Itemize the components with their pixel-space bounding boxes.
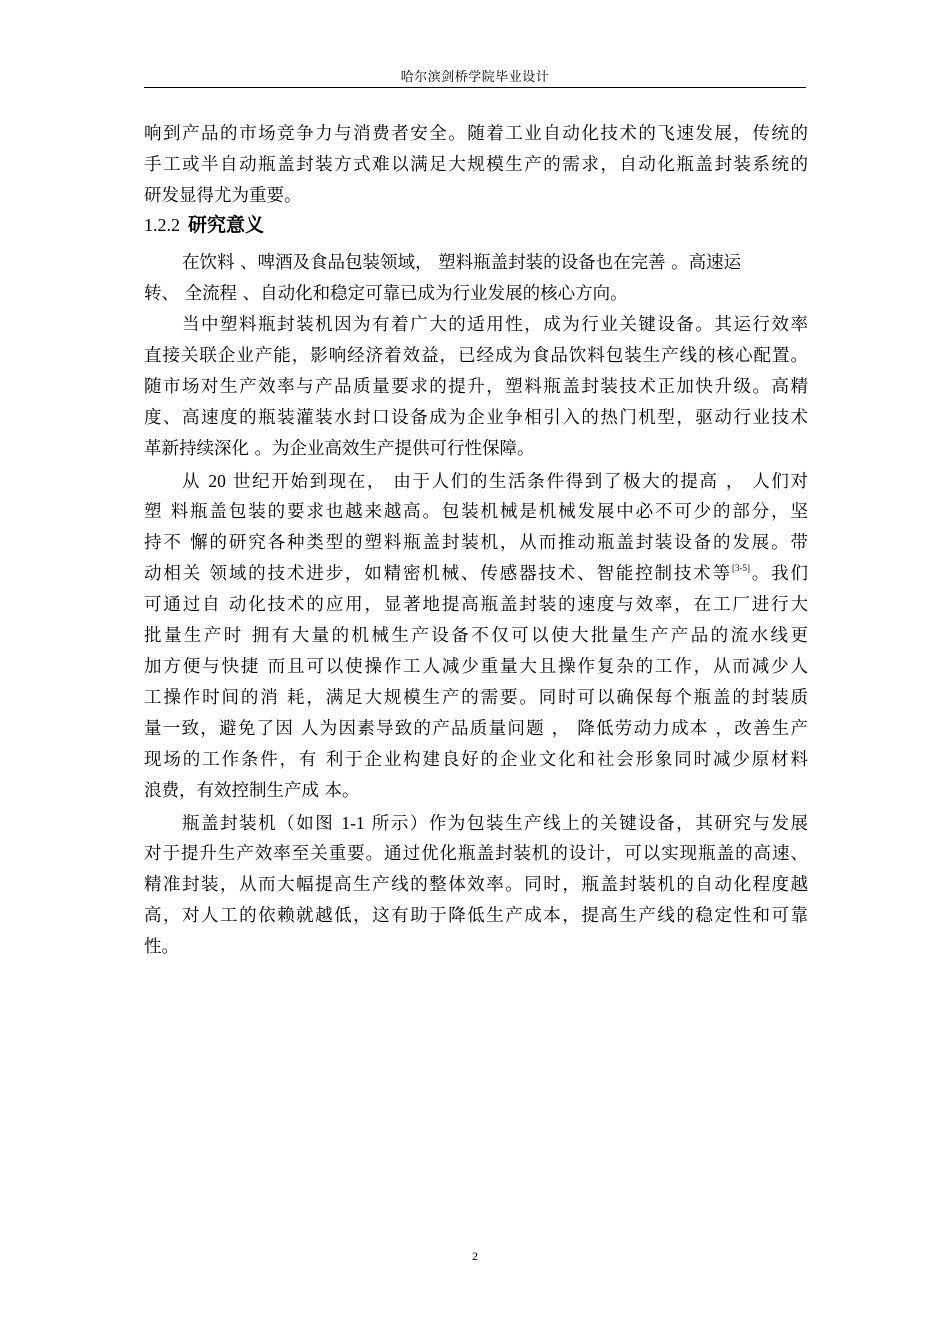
text-run: 从 — [182, 472, 209, 492]
paragraph-line: 浪费，有效控制生产成 本。 — [144, 781, 360, 801]
paragraph-line: 塑 料瓶盖包装的要求也越来越高。包装机械是机械发展中必不可少的部分，坚 — [144, 502, 808, 522]
paragraph-line — [144, 560, 808, 590]
paragraph-line: 当中塑料瓶封装机因为有着广大的适用性，成为行业关键设备。其运行效率 — [182, 315, 808, 335]
paragraph-line: 响到产品的市场竞争力与消费者安全。随着工业自动化技术的飞速发展，传统的 — [144, 124, 808, 144]
paragraph-line — [182, 809, 808, 838]
paragraph-line: 直接关联企业产能，影响经济着效益，已经成为食品饮料包装生产线的核心配置。 — [144, 346, 808, 366]
text-run: 所示）作为包装生产线上的关键设备，其研究与发展 — [364, 814, 809, 834]
paragraph-line: 度、高速度的瓶装灌装水封口设备成为企业争相引入的热门机型，驱动行业技术 — [144, 408, 808, 428]
paragraph-line: 转、 全流程 、自动化和稳定可靠已成为行业发展的核心方向。 — [144, 284, 628, 304]
paragraph-line: 工操作时间的消 耗，满足大规模生产的需要。同时可以确保每个瓶盖的封装质 — [144, 688, 808, 708]
paragraph-line: 在饮料 、啤酒及食品包装领域， 塑料瓶盖封装的设备也在完善 。高速运 — [182, 253, 742, 273]
paragraph-line: 革新持续深化 。为企业高效生产提供可行性保障。 — [144, 439, 535, 459]
paragraph-line: 手工或半自动瓶盖封装方式难以满足大规模生产的需求，自动化瓶盖封装系统的 — [144, 155, 808, 175]
paragraph-line: 现场的工作条件，有 利于企业构建良好的企业文化和社会形象同时减少原材料 — [144, 750, 808, 770]
paragraph-line: 对于提升生产效率至关重要。通过优化瓶盖封装机的设计，可以实现瓶盖的高速、 — [144, 844, 808, 864]
paragraph-line: 加方便与快捷 而且可以使操作工人减少重量大且操作复杂的工作，从而减少人 — [144, 657, 808, 677]
section-title: 研究意义 — [188, 214, 265, 236]
paragraph-line: 持不 懈的研究各种类型的塑料瓶盖封装机，从而推动瓶盖封装设备的发展。带 — [144, 533, 808, 553]
text-run: 1-1 — [341, 813, 365, 833]
header-divider — [144, 87, 806, 88]
page-header-title: 哈尔滨剑桥学院毕业设计 — [400, 70, 550, 85]
page-number: 2 — [472, 1249, 478, 1263]
text-run: 世纪开始到现在， 由于人们的生活条件得到了极大的提高 ， 人们对 — [225, 472, 808, 492]
paragraph-line: 随市场对生产效率与产品质量要求的提升，塑料瓶盖封装技术正加快升级。高精 — [144, 377, 808, 397]
paragraph-line: 可通过自 动化技术的应用，显著地提高瓶盖封装的速度与效率，在工厂进行大 — [144, 595, 808, 615]
citation-ref[interactable]: [3-5] — [731, 563, 750, 573]
section-number: 1.2.2 — [144, 215, 180, 235]
paragraph-line: 精准封装，从而大幅提高生产线的整体效率。同时，瓶盖封装机的自动化程度越 — [144, 875, 808, 895]
paragraph-line — [182, 467, 808, 496]
text-run: 。我们 — [749, 564, 809, 584]
text-run: 20 — [208, 471, 226, 491]
section-heading — [144, 210, 264, 240]
paragraph-line: 性。 — [144, 937, 179, 957]
paragraph-line: 高，对人工的依赖就越低，这有助于降低生产成本，提高生产线的稳定性和可靠 — [144, 906, 808, 926]
paragraph-line: 批量生产时 拥有大量的机械生产设备不仅可以使大批量生产产品的流水线更 — [144, 626, 808, 646]
paragraph-line: 量一致，避免了因 人为因素导致的产品质量问题 ， 降低劳动力成本 ，改善生产 — [144, 719, 808, 739]
text-run: 动相关 领域的技术进步，如精密机械、传感器技术、智能控制技术等 — [144, 564, 732, 584]
paragraph-line: 研发显得尤为重要。 — [144, 186, 302, 206]
text-run: 瓶盖封装机（如图 — [182, 814, 342, 834]
